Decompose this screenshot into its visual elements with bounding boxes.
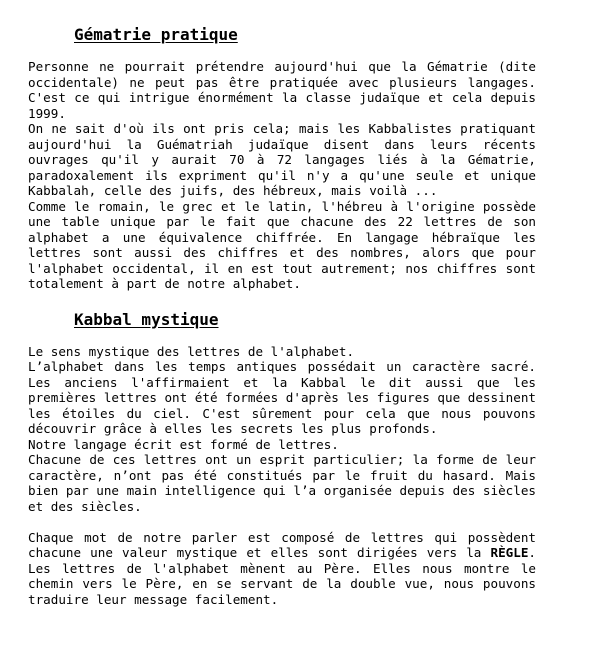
section-kabbal-mystique: [28, 309, 536, 608]
section-gematrie-pratique: [28, 24, 536, 292]
paragraph-final: [28, 530, 536, 608]
section-title: Gématrie pratique: [74, 25, 238, 44]
document-page: [28, 24, 536, 607]
section-title: Kabbal mystique: [74, 309, 219, 329]
paragraph-text: . Les lettres de l'alphabet mènent au Père. Elles nous montre le chemin vers le Père, en se servant de la double vue, nous pouvons traduire leur message facilement.: [28, 545, 536, 607]
paragraph-text: Chaque mot de notre parler est composé de lettres qui possèdent chacune une valeur mystique et elles sont dirigées vers la: [28, 529, 536, 560]
paragraph: Personne ne pourrait prétendre aujourd'hui que la Gématrie (dite occidentale) ne peut pas être pratiquée avec plusieurs langages. C'est ce qui intrigue énormément la classe judaïque et cela depuis 1999.: [28, 59, 536, 121]
paragraph: Chacune de ces lettres ont un esprit particulier; la forme de leur caractère, n’ont pas été constitués par le fruit du hasard. Mais bien par une main intelligence qui l’a organisée depuis des siècles et des siècles.: [28, 452, 536, 514]
paragraph: On ne sait d'où ils ont pris cela; mais les Kabbalistes pratiquant aujourd'hui la Guématriah judaïque disent dans leurs récents ouvrages qu'il y aurait 70 à 72 langages liés à la Gématrie, paradoxalement ils expriment qu'il n'y a qu'une seule et unique Kabbalah, celle des juifs, des hébreux, mais voilà ...: [28, 121, 536, 198]
paragraph: L’alphabet dans les temps antiques possédait un caractère sacré. Les anciens l'affirmaient et la Kabbal le dit aussi que les premières lettres ont été formées d'après les figures que dessinent les étoiles du ciel. C'est sûrement pour cela que nous pouvons découvrir grâce à elles les secrets les plus profonds.: [28, 359, 536, 436]
paragraph: Notre langage écrit est formé de lettres.: [28, 436, 339, 452]
paragraph: Comme le romain, le grec et le latin, l'hébreu à l'origine possède une table unique par le fait que chacune des 22 lettres de son alphabet a une équivalence chiffrée. En langage hébraïque les lettres sont aussi des chiffres et des nombres, alors que pour l'alphabet occidental, il en est tout autrement; nos chiffres sont totalement à part de notre alphabet.: [28, 198, 536, 291]
paragraph: Le sens mystique des lettres de l'alphabet.: [28, 343, 355, 359]
emphasis-regle: RÈGLE: [490, 545, 529, 560]
